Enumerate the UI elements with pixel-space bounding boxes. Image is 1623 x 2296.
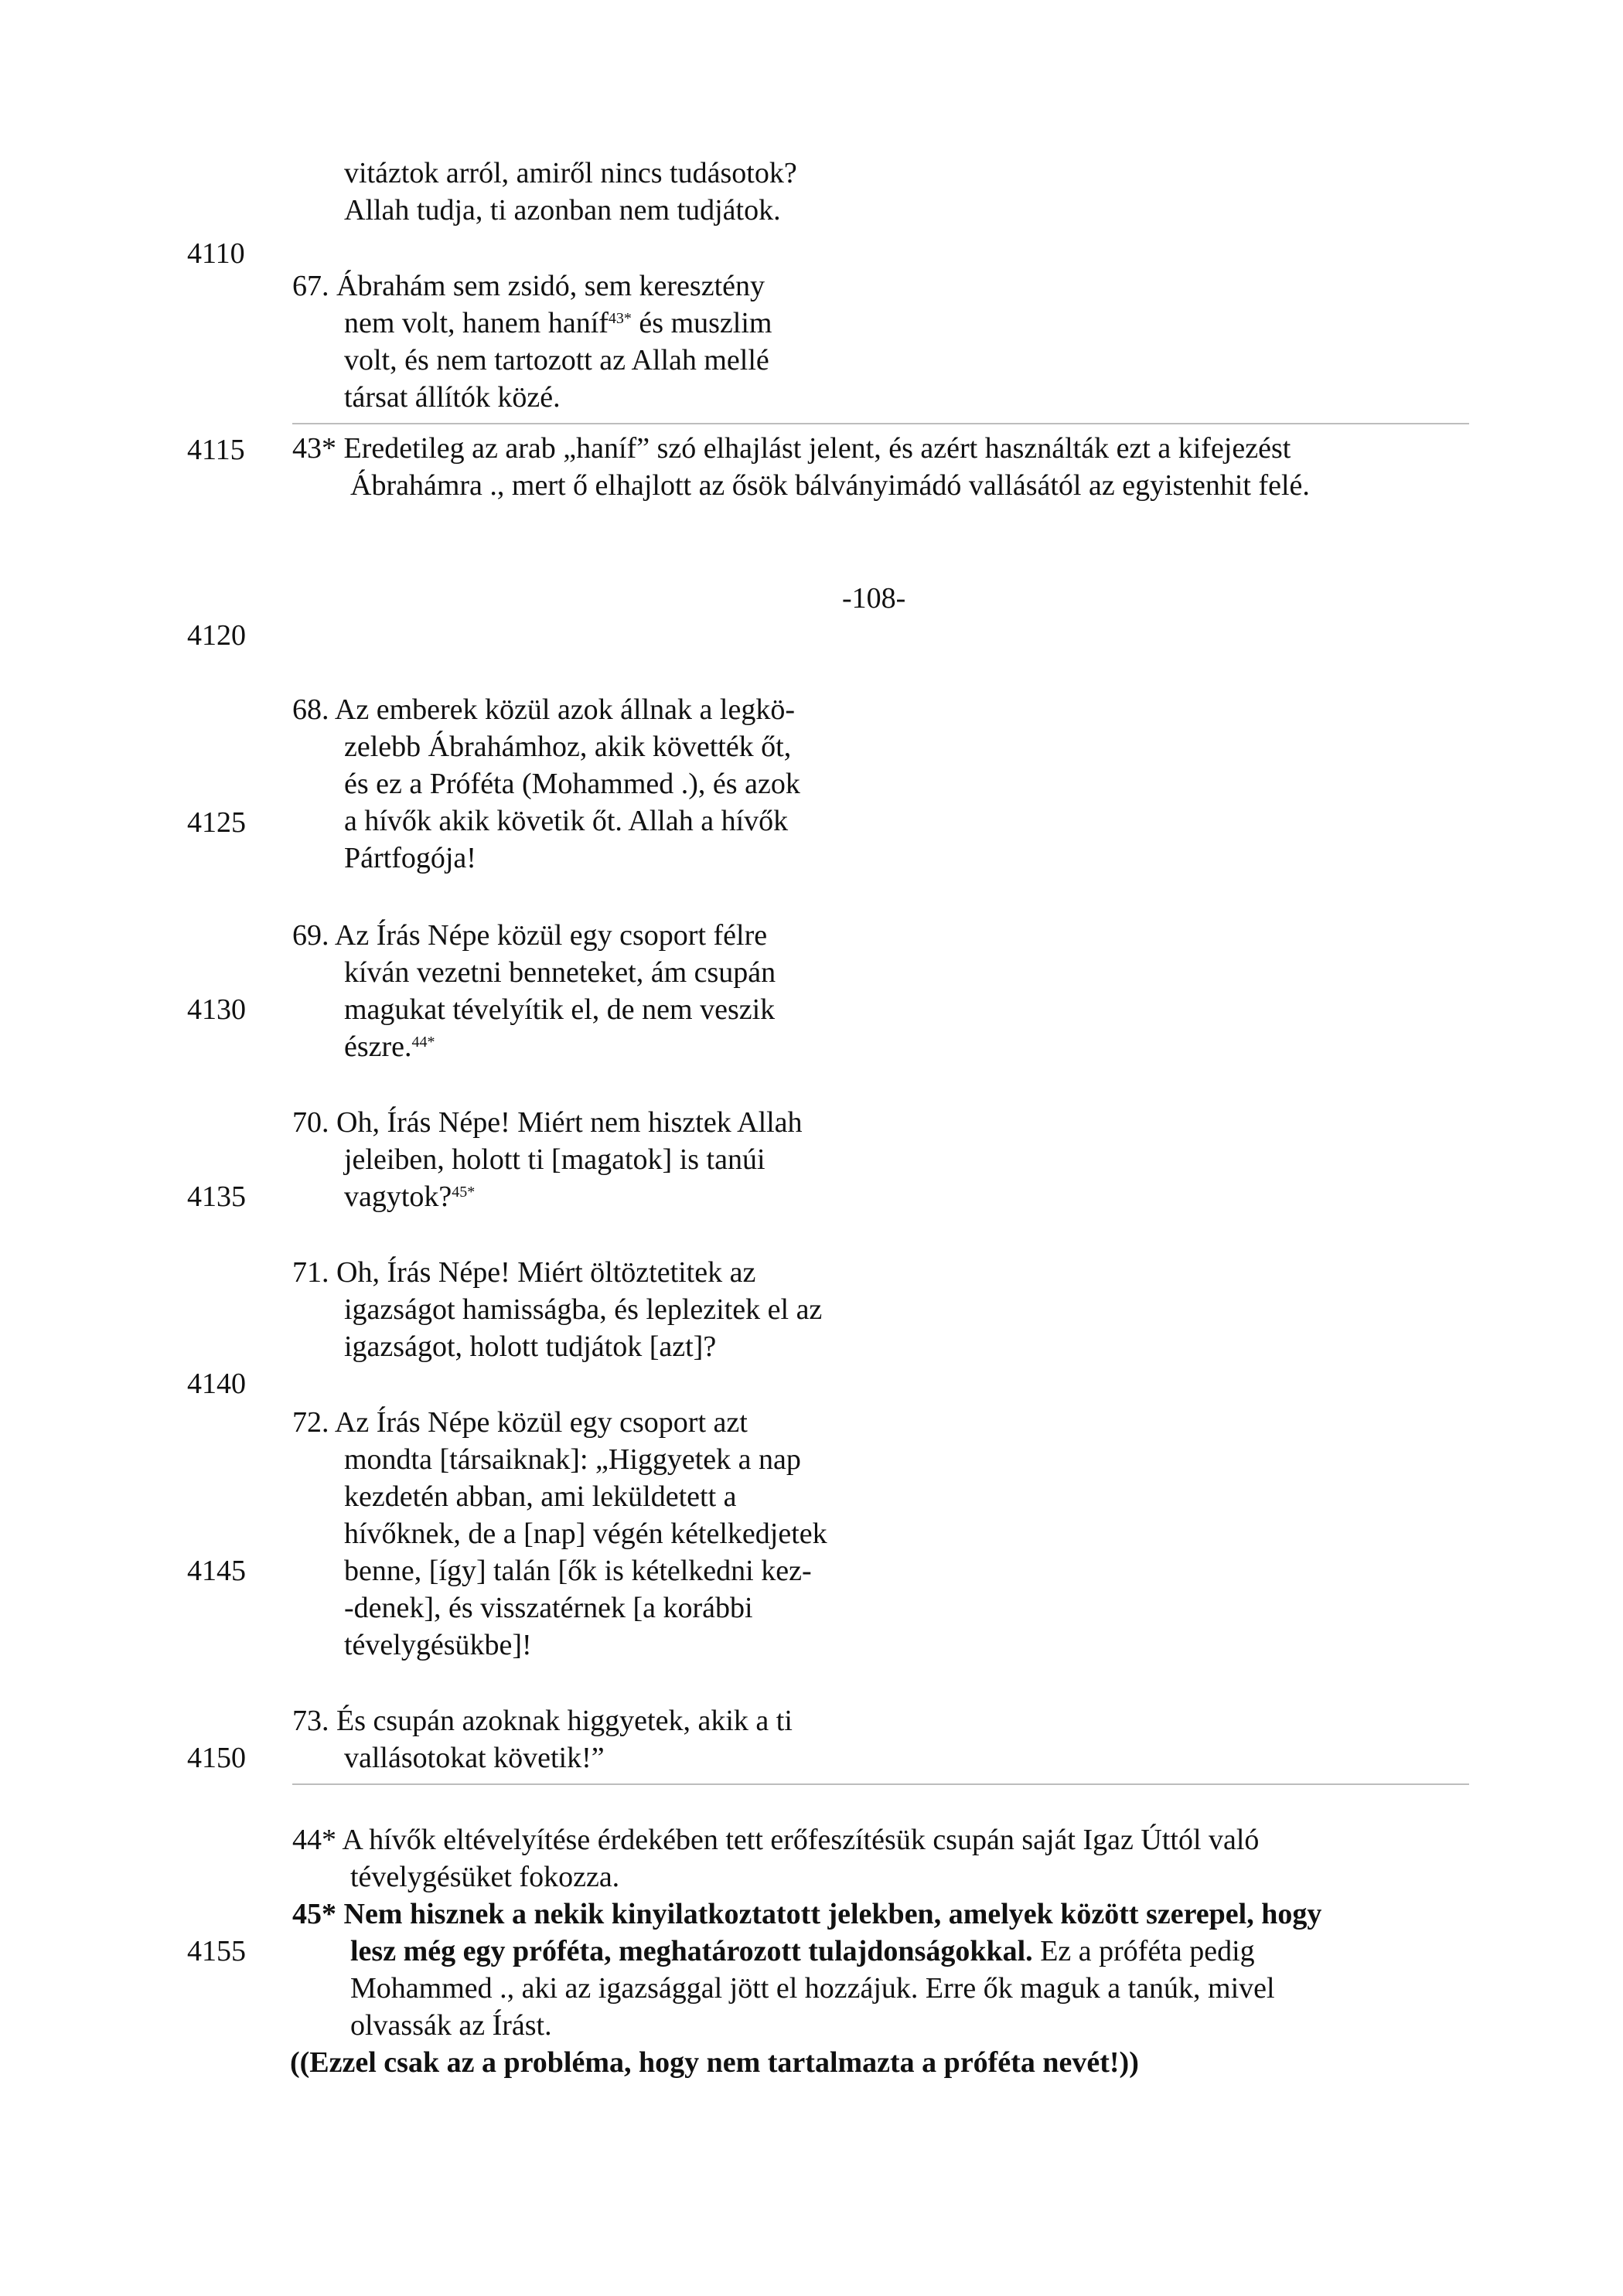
- line-number: 4140: [187, 1368, 246, 1400]
- verse-70-line: vagytok?$^{45*}$: [344, 1180, 476, 1213]
- verse-69-line: észre.$^{44*}$: [344, 1030, 435, 1063]
- line-number: 4150: [187, 1742, 246, 1774]
- line-number: 4110: [187, 237, 245, 270]
- verse-69-line: kíván vezetni benneteket, ám csupán: [344, 956, 776, 989]
- verse-72-line: hívőknek, de a [nap] végén kételkedjetek: [344, 1518, 827, 1550]
- footnote-43-line: Ábrahámra ., mert ő elhajlott az ősök bálványimádó vallásától az egyistenhit felé.: [350, 469, 1310, 502]
- footnote-45-line: 45* Nem hisznek a nekik kinyilatkoztatott jelekben, amelyek között szerepel, hogy: [292, 1898, 1322, 1930]
- verse-67-line: nem volt, hanem haníf$^{43*}$ és muszlim: [344, 307, 772, 339]
- footnote-separator: [292, 1783, 1469, 1785]
- footnote-ref-43: 43*: [608, 310, 632, 327]
- verse-69-line: magukat tévelyítik el, de nem veszik: [344, 993, 776, 1026]
- verse-72-line: -denek], és visszatérnek [a korábbi: [344, 1592, 753, 1624]
- line-number: 4135: [187, 1180, 246, 1213]
- footnote-ref-44: 44*: [411, 1034, 435, 1051]
- line-number: 4145: [187, 1555, 246, 1587]
- verse-68-line: zelebb Ábrahámhoz, akik követték őt,: [344, 731, 792, 763]
- footnote-45-line: Mohammed ., aki az igazsággal jött el hozzájuk. Erre ők maguk a tanúk, mivel: [350, 1972, 1275, 2005]
- footnote-ref-45: 45*: [452, 1184, 476, 1201]
- page-number: -108-: [842, 582, 906, 615]
- verse-67-line: társat állítók közé.: [344, 381, 561, 414]
- verse-67-line: volt, és nem tartozott az Allah mellé: [344, 344, 769, 376]
- verse-70-line: 70. Oh, Írás Népe! Miért nem hisztek Allah: [292, 1106, 803, 1139]
- verse-72-line: kezdetén abban, ami leküldetett a: [344, 1480, 737, 1513]
- verse-72-line: mondta [társaiknak]: „Higgyetek a nap: [344, 1443, 801, 1476]
- verse-71-line: 71. Oh, Írás Népe! Miért öltöztetitek az: [292, 1256, 756, 1289]
- verse-71-line: igazságot, holott tudjátok [azt]?: [344, 1330, 717, 1363]
- footnote-separator: [292, 423, 1469, 424]
- verse-line: Allah tudja, ti azonban nem tudjátok.: [344, 194, 781, 227]
- verse-71-line: igazságot hamisságba, és leplezitek el az: [344, 1293, 823, 1326]
- verse-67-line: 67. Ábrahám sem zsidó, sem keresztény: [292, 270, 765, 302]
- verse-72-line: tévelygésükbe]!: [344, 1629, 532, 1661]
- line-number: 4155: [187, 1935, 246, 1967]
- line-number: 4130: [187, 993, 246, 1026]
- footnote-44-line: 44* A hívők eltévelyítése érdekében tett erőfeszítésük csupán saját Igaz Úttól való: [292, 1824, 1260, 1856]
- verse-70-line: jeleiben, holott ti [magatok] is tanúi: [344, 1143, 765, 1176]
- verse-72-line: 72. Az Írás Népe közül egy csoport azt: [292, 1406, 748, 1439]
- verse-72-line: benne, [így] talán [ők is kételkedni kez-: [344, 1555, 812, 1587]
- line-number: 4125: [187, 806, 246, 839]
- verse-line: vitáztok arról, amiről nincs tudásotok?: [344, 157, 797, 189]
- verse-68-line: a hívők akik követik őt. Allah a hívők: [344, 805, 789, 837]
- verse-73-line: vallásotokat követik!”: [344, 1742, 605, 1774]
- footnote-45-line: olvassák az Írást.: [350, 2009, 552, 2042]
- footnote-44-line: tévelygésüket fokozza.: [350, 1861, 620, 1893]
- verse-69-line: 69. Az Írás Népe közül egy csoport félre: [292, 919, 768, 952]
- verse-68-line: és ez a Próféta (Mohammed .), és azok: [344, 768, 800, 800]
- verse-68-line: 68. Az emberek közül azok állnak a legkö-: [292, 693, 795, 726]
- verse-73-line: 73. És csupán azoknak higgyetek, akik a ti: [292, 1705, 793, 1737]
- line-number: 4120: [187, 619, 246, 652]
- editor-note: ((Ezzel csak az a probléma, hogy nem tartalmazta a próféta nevét!)): [290, 2046, 1139, 2079]
- footnote-45-line: lesz még egy próféta, meghatározott tulajdonságokkal. Ez a próféta pedig: [350, 1935, 1255, 1967]
- line-number: 4115: [187, 434, 245, 466]
- footnote-43-line: 43* Eredetileg az arab „haníf” szó elhajlást jelent, és azért használták ezt a kifejezést: [292, 432, 1291, 465]
- verse-68-line: Pártfogója!: [344, 842, 476, 874]
